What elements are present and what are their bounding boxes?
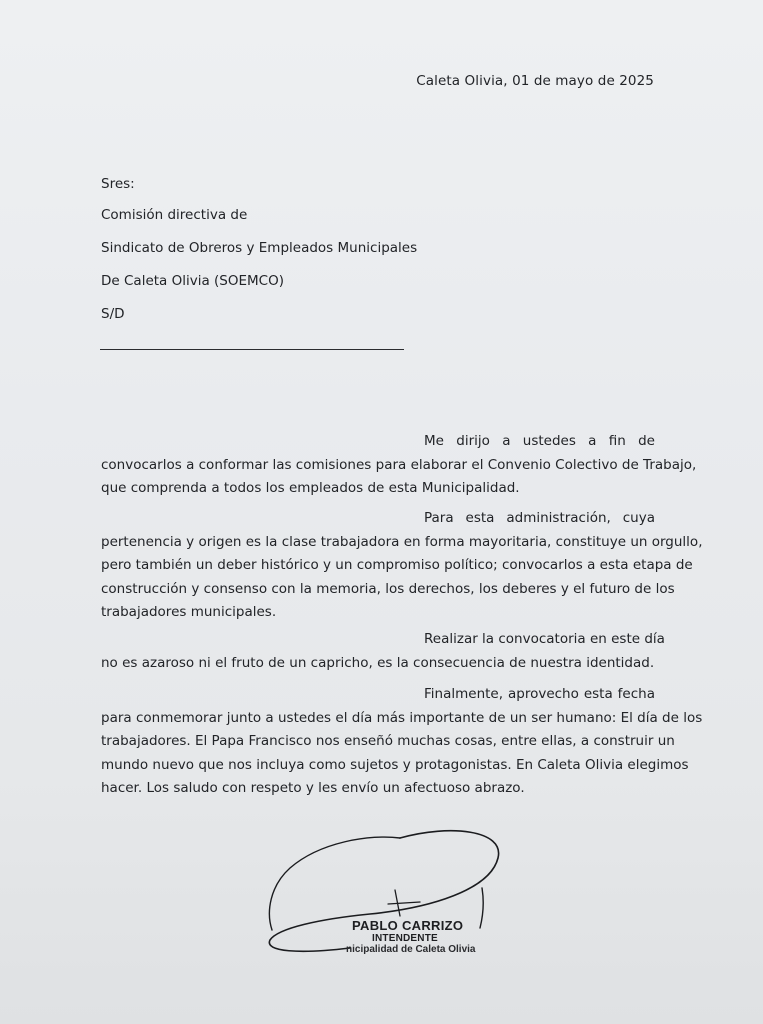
- body-paragraph-3: [101, 628, 665, 675]
- body-paragraph-1: [101, 430, 697, 501]
- letter-date: Caleta Olivia, 01 de mayo de 2025: [416, 73, 654, 89]
- paragraph-line: Para esta administración, cuya: [424, 510, 655, 526]
- paragraph-line: pero también un deber histórico y un compromiso político; convocarlos a esta etapa de: [101, 557, 693, 574]
- recipient-line-city: De Caleta Olivia (SOEMCO): [101, 273, 284, 289]
- paragraph-line: mundo nuevo que nos incluya como sujetos y protagonistas. En Caleta Olivia elegimos: [101, 756, 689, 773]
- paragraph-line: pertenencia y origen es la clase trabajadora en forma mayoritaria, constituye un orgullo,: [101, 533, 703, 550]
- recipient-line-commission: Comisión directiva de: [101, 207, 248, 223]
- recipient-line-union: Sindicato de Obreros y Empleados Municipales: [101, 240, 418, 256]
- paragraph-line: que comprenda a todos los empleados de esta Municipalidad.: [101, 480, 520, 497]
- paragraph-line: construcción y consenso con la memoria, los derechos, los deberes y el futuro de los: [101, 580, 675, 597]
- body-paragraph-2: [101, 507, 703, 625]
- paragraph-line: convocarlos a conformar las comisiones para elaborar el Convenio Colectivo de Trabajo,: [101, 456, 697, 473]
- paragraph-line: no es azaroso ni el fruto de un capricho, es la consecuencia de nuestra identidad.: [101, 654, 655, 671]
- paragraph-line: hacer. Los saludo con respeto y les envío un afectuoso abrazo.: [101, 780, 525, 797]
- paragraph-line: trabajadores municipales.: [101, 604, 277, 621]
- recipient-divider: [100, 349, 404, 350]
- paragraph-line: para conmemorar junto a ustedes el día más importante de un ser humano: El día de los: [101, 709, 703, 726]
- paragraph-line: Realizar la convocatoria en este día: [424, 631, 665, 647]
- signatory-name: PABLO CARRIZO: [352, 918, 464, 933]
- recipient-salutation: Sres:: [101, 176, 135, 192]
- signatory-title: INTENDENTE: [372, 933, 438, 944]
- signatory-organization: nicipalidad de Caleta Olivia: [346, 944, 476, 955]
- paragraph-line: trabajadores. El Papa Francisco nos enseñó muchas cosas, entre ellas, a construir un: [101, 733, 675, 750]
- recipient-line-sd: S/D: [101, 306, 125, 322]
- paragraph-line: Finalmente, aprovecho esta fecha: [424, 686, 655, 702]
- paragraph-line: Me dirijo a ustedes a fin de: [424, 433, 655, 449]
- body-paragraph-4: [101, 683, 703, 801]
